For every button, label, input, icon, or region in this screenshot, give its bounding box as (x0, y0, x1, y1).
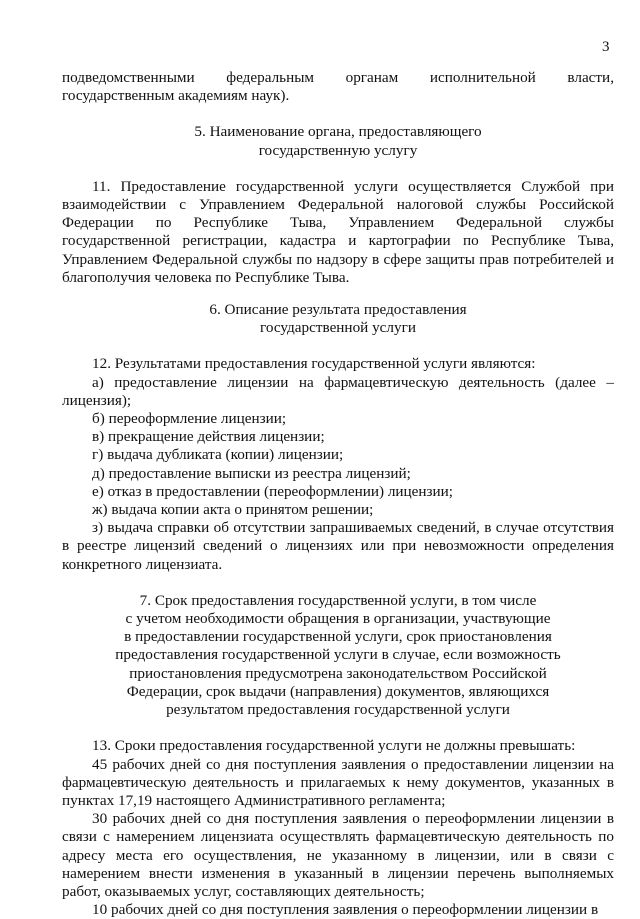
section-5-heading: 5. Наименование органа, предоставляющего государственную услугу (194, 123, 482, 159)
paragraph-11: 11. Предоставление государственной услуги осуществляется Службой при взаимодействии с Управлением Федеральной налоговой службы Российской Федерации по Республике Тыва, Управлением Федеральной службы государственной регистрации, кадастра и картографии по Республике Тыва, Управлением Федеральной службы по надзору в сфере защиты прав потребителей и благополучия человека по Республике Тыва. (62, 177, 614, 286)
document-body (62, 69, 614, 919)
list-item: б) переоформление лицензии; (92, 410, 287, 428)
paragraph-13-item: 45 рабочих дней со дня поступления заявления о предоставлении лицензии на фармацевтическую деятельность и прилагаемых к нему документов, указанных в пунктах 17,19 настоящего Административного регламента; (62, 755, 614, 809)
paragraph-12: 12. Результатами предоставления государственной услуги являются: (92, 355, 536, 373)
list-item: ж) выдача копии акта о принятом решении; (92, 501, 374, 519)
list-item: з) выдача справки об отсутствии запрашиваемых сведений, в случае отсутствия в реестре лицензий сведений о лицензиях или при невозможности определения конкретного лицензиата. (62, 519, 614, 573)
list-item: в) прекращение действия лицензии; (92, 428, 325, 446)
page-number: 3 (602, 39, 610, 55)
paragraph-13: 13. Сроки предоставления государственной услуги не должны превышать: (92, 737, 576, 755)
list-item: а) предоставление лицензии на фармацевтическую деятельность (далее – лицензия); (62, 373, 614, 409)
intro-continuation: подведомственными федеральным органам исполнительной власти, государственным академиям наук). (62, 69, 614, 105)
section-7-heading: 7. Срок предоставления государственной услуги, в том числе с учетом необходимости обращения в организации, участвующие в предоставлении государственной услуги, срок приостановления предоставления государственной услуги в случае, если возможность приостановления предусмотрена законодательством Российской Федерации, срок выдачи (направления) документов, являющихся результатом предоставления государственной услуги (115, 591, 561, 719)
list-item: г) выдача дубликата (копии) лицензии; (92, 446, 344, 464)
list-item: е) отказ в предоставлении (переоформлении) лицензии; (92, 482, 454, 500)
list-item: д) предоставление выписки из реестра лицензий; (92, 464, 411, 482)
paragraph-13-item: 10 рабочих дней со дня поступления заявления о переоформлении лицензии в (92, 901, 599, 919)
paragraph-13-item: 30 рабочих дней со дня поступления заявления о переоформлении лицензии в связи с намерением лицензиата осуществлять фармацевтическую деятельность по адресу места его осуществления, не указанному в лицензии, или в связи с намерением внести изменения в указанный в лицензии перечень выполняемых работ, оказываемых услуг, составляющих деятельность; (62, 810, 614, 900)
section-6-heading: 6. Описание результата предоставления государственной услуги (209, 301, 467, 337)
